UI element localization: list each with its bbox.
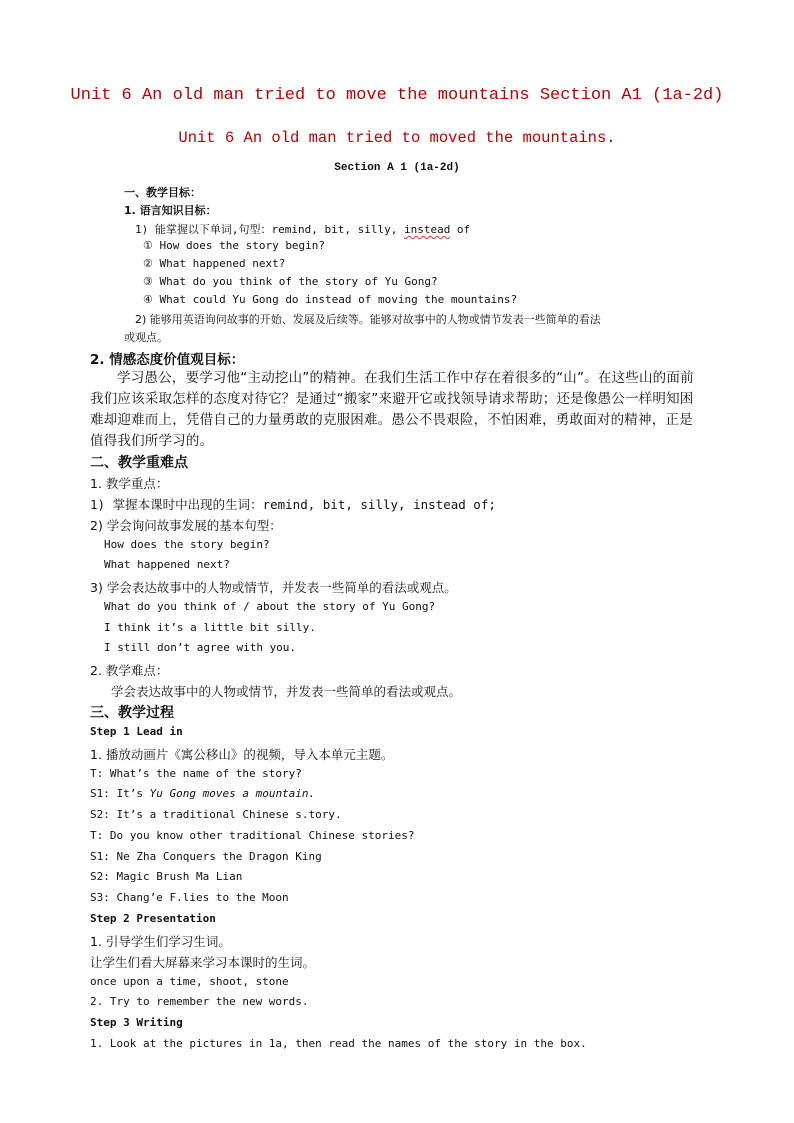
goal-item-1 [135,221,470,237]
dialog-story-3: S3: Chang’e F.lies to the Moon [90,891,289,904]
step2-item-1: 1. 引导学生们学习生词。 [90,934,231,949]
dialog-story-1: S1: Ne Zha Conquers the Dragon King [90,850,322,863]
part1-heading: 一、教学目标： [124,186,201,199]
step2-heading: Step 2 Presentation [90,912,216,925]
goal-item-1-word: instead [403,223,451,236]
key-point-2-example-a: How does the story begin? [104,538,270,551]
key-point-3-example-a: What do you think of / about the story of Yu Gong? [104,600,436,613]
goal-item-2-line1: 2) 能够用英语询问故事的开始、发展及后续等。能够对故事中的人物或情节发表一些简单的看法 [135,313,601,326]
dialog-story-2: S2: Magic Brush Ma Lian [90,870,243,883]
key-point-2: 2) 学会询问故事发展的基本句型： [90,518,282,533]
step1-item-1: 1. 播放动画片《寓公移山》的视频，导入本单元主题。 [90,747,394,762]
dialog-student-1 [90,787,315,800]
emotion-goal-paragraph: 学习愚公，要学习他“主动挖山”的精神。在我们生活工作中存在着很多的“山”。在这些山的面前我们应该采取怎样的态度对待它？是通过“搬家”来避开它或找领导请求帮助；还是像愚公一样明知困难却迎难而上，凭借自己的力量勇敢的克服困难。愚公不畏艰险，不怕困难，勇敢面对的精神，正是值得我们所学习的。 [90,370,694,449]
step2-new-words: once upon a time, shoot, stone [90,975,289,988]
language-goal-heading: 1. 语言知识目标： [124,204,217,217]
question-1: ① How does the story begin? [143,239,326,252]
emotion-goal-heading: 2. 情感态度价值观目标： [90,352,245,368]
dialog-student-1-title: Yu Gong moves a mountain. [149,787,316,800]
question-3: ③ What do you think of the story of Yu Gong? [143,275,438,288]
document-subtitle: Unit 6 An old man tried to moved the mountains. [178,129,616,147]
key-point-3-example-b: I think it’s a little bit silly. [104,621,316,634]
dialog-teacher-2: T: Do you know other traditional Chinese stories? [90,829,415,842]
part3-heading: 三、教学过程 [90,705,174,721]
dialog-student-2: S2: It’s a traditional Chinese s.tory. [90,808,342,821]
key-point-2-example-b: What happened next? [104,558,230,571]
goal-item-1-suffix: of [450,223,471,236]
key-points-heading: 1. 教学重点： [90,476,169,491]
dialog-student-1-prefix: S1: It’s [90,787,150,800]
difficulty-text: 学会表达故事中的人物或情节，并发表一些简单的看法或观点。 [111,684,462,699]
key-point-1: 1) 掌握本课时中出现的生词：remind, bit, silly, instead of; [90,497,496,512]
step2-item-1-detail: 让学生们看大屏幕来学习本课时的生词。 [90,955,316,970]
goal-item-2-line2: 或观点。 [124,331,168,344]
step1-heading: Step 1 Lead in [90,725,183,738]
step3-heading: Step 3 Writing [90,1016,183,1029]
document-title: Unit 6 An old man tried to move the mountains Section A1 (1a-2d) [70,86,724,105]
question-2: ② What happened next? [143,257,286,270]
part2-heading: 二、教学重难点 [90,455,188,471]
key-point-3-example-c: I still don’t agree with you. [104,641,297,654]
difficulty-heading: 2. 教学难点： [90,663,169,678]
step3-item-1: 1. Look at the pictures in 1a, then read the names of the story in the box. [90,1037,587,1050]
dialog-teacher-1: T: What’s the name of the story? [90,767,302,780]
goal-item-1-prefix: 1) 能掌握以下单词,句型：remind, bit, silly, [135,223,404,236]
step2-item-2: 2. Try to remember the new words. [90,995,309,1008]
question-4: ④ What could Yu Gong do instead of moving the mountains? [143,293,518,306]
section-label: Section A 1 (1a-2d) [334,162,460,174]
key-point-3: 3) 学会表达故事中的人物或情节，并发表一些简单的看法或观点。 [90,580,457,595]
